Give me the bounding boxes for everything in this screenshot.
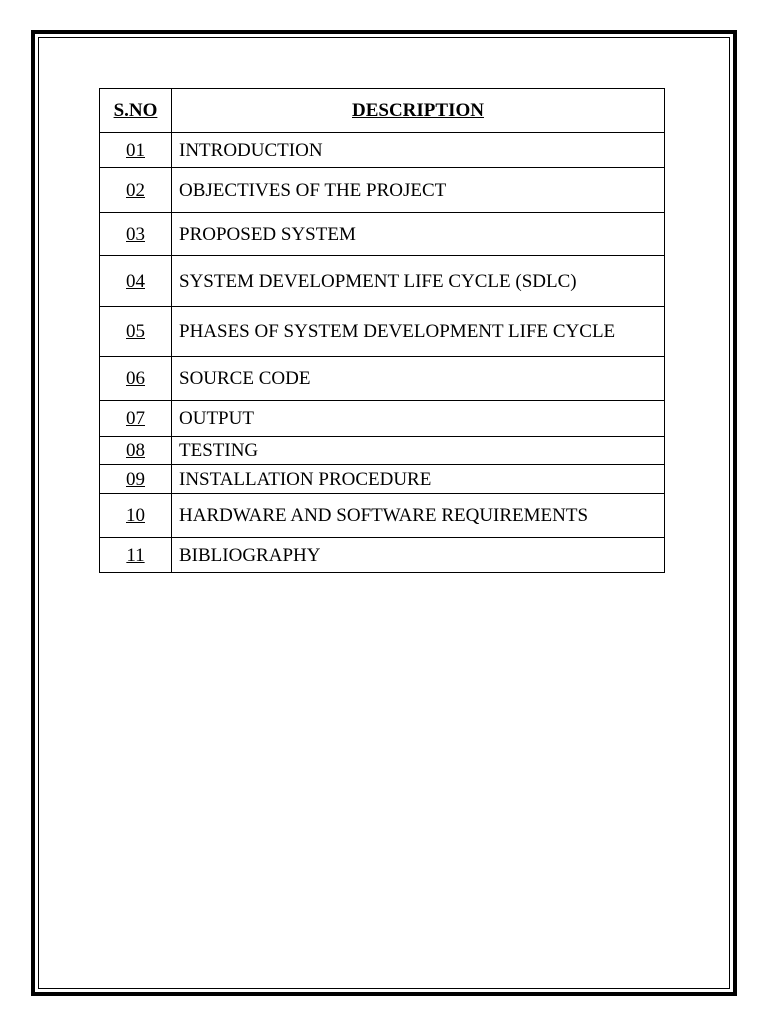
table-row	[100, 437, 665, 465]
row-description: PROPOSED SYSTEM	[172, 213, 665, 256]
contents-table	[99, 88, 665, 573]
row-description: OUTPUT	[172, 401, 665, 437]
table-row	[100, 357, 665, 401]
table-row	[100, 133, 665, 168]
table-row	[100, 401, 665, 437]
row-description: PHASES OF SYSTEM DEVELOPMENT LIFE CYCLE	[172, 307, 665, 357]
row-number: 03	[100, 213, 172, 256]
row-number: 09	[100, 465, 172, 494]
sno-header: S.NO	[100, 89, 172, 133]
row-description: SOURCE CODE	[172, 357, 665, 401]
row-number: 07	[100, 401, 172, 437]
description-header: DESCRIPTION	[172, 89, 665, 133]
row-number: 04	[100, 256, 172, 307]
row-description: OBJECTIVES OF THE PROJECT	[172, 168, 665, 213]
row-number: 10	[100, 494, 172, 538]
row-number: 08	[100, 437, 172, 465]
table-row	[100, 465, 665, 494]
row-number: 05	[100, 307, 172, 357]
row-number: 06	[100, 357, 172, 401]
row-description: SYSTEM DEVELOPMENT LIFE CYCLE (SDLC)	[172, 256, 665, 307]
row-number: 11	[100, 538, 172, 573]
row-description: BIBLIOGRAPHY	[172, 538, 665, 573]
table-row	[100, 168, 665, 213]
table-row	[100, 494, 665, 538]
row-description: HARDWARE AND SOFTWARE REQUIREMENTS	[172, 494, 665, 538]
row-number: 01	[100, 133, 172, 168]
row-number: 02	[100, 168, 172, 213]
table-row	[100, 256, 665, 307]
table-row	[100, 307, 665, 357]
table-header-row	[100, 89, 665, 133]
row-description: TESTING	[172, 437, 665, 465]
row-description: INSTALLATION PROCEDURE	[172, 465, 665, 494]
table-row	[100, 538, 665, 573]
table-row	[100, 213, 665, 256]
row-description: INTRODUCTION	[172, 133, 665, 168]
